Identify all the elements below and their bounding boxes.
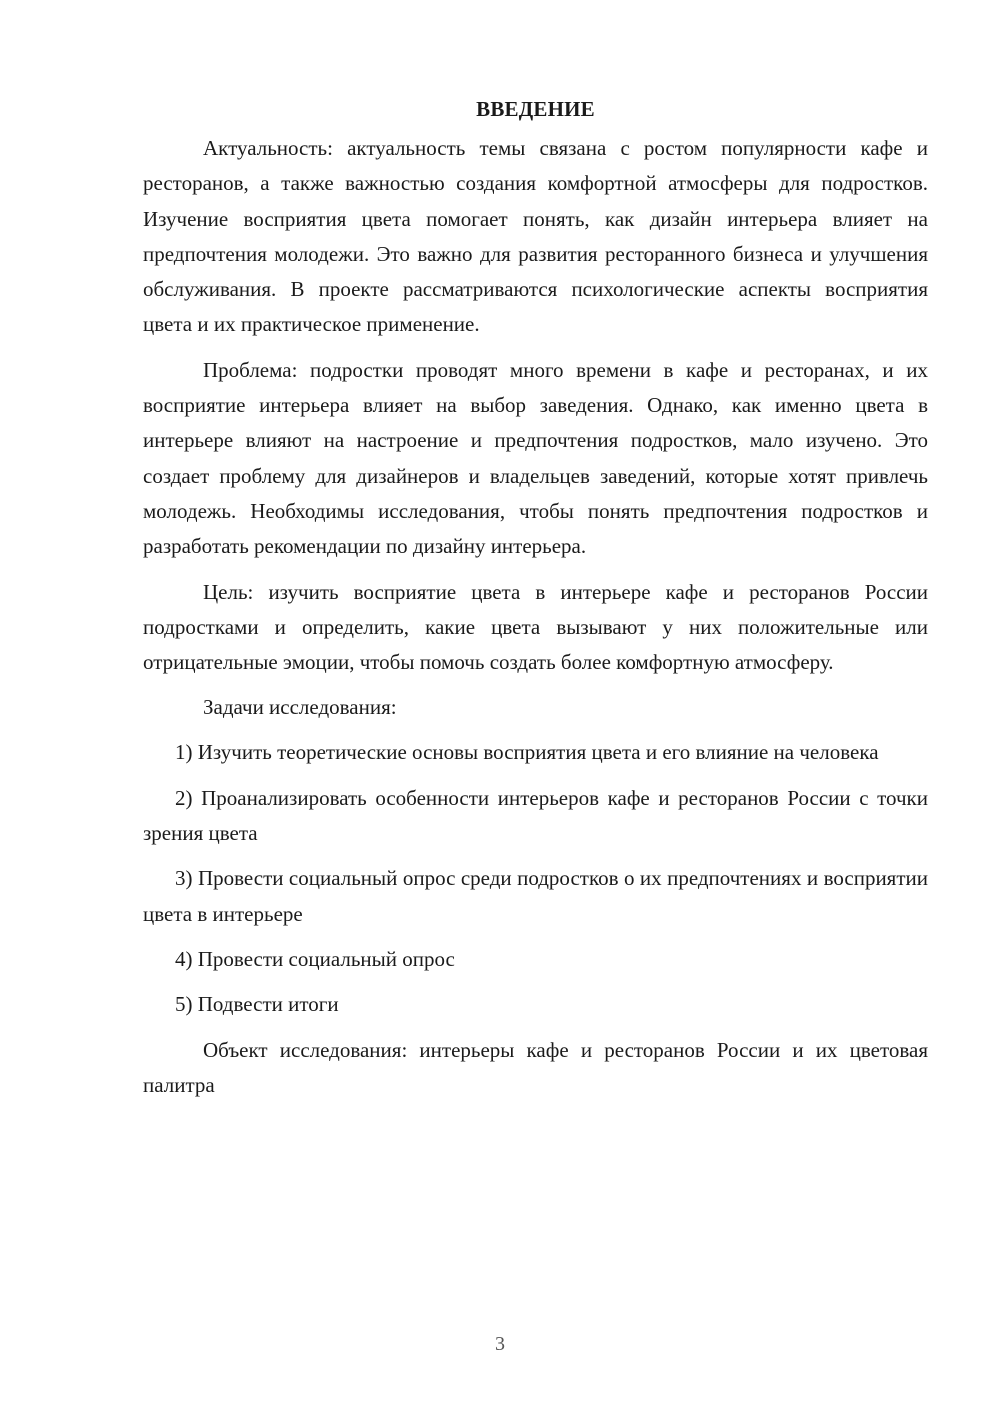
problem-paragraph: Проблема: подростки проводят много времени в кафе и ресторанах, и их восприятие интерьера влияет на выбор заведения. Однако, как именно цвета в интерьере влияют на настроение и предпочтения подростков, мало изучено. Это создает проблему для дизайнеров и владельцев заведений, которые хотят привлечь молодежь. Необходимы исследования, чтобы понять предпочтения подростков и разработать рекомендации по дизайну интерьера. [143,357,928,559]
task-item: 1) Изучить теоретические основы восприятия цвета и его влияние на человека [175,740,879,765]
goal-paragraph: Цель: изучить восприятие цвета в интерьере кафе и ресторанов России подростками и определить, какие цвета вызывают у них положительные или отрицательные эмоции, чтобы помочь создать более комфортную атмосферу. [143,579,928,675]
task-item: 3) Провести социальный опрос среди подростков о их предпочтениях и восприятии цвета в интерьере [143,866,928,926]
task-item: 2) Проанализировать особенности интерьеров кафе и ресторанов России с точки зрения цвета [143,785,928,846]
task-item: 5) Подвести итоги [175,992,339,1017]
tasks-heading: Задачи исследования: [203,695,397,720]
object-paragraph: Объект исследования: интерьеры кафе и ресторанов России и их цветовая палитра [143,1037,928,1097]
page-number: 3 [495,1333,505,1355]
document-page [143,92,928,1113]
section-title: ВВЕДЕНИЕ [476,97,595,121]
relevance-paragraph: Актуальность: актуальность темы связана с ростом популярности кафе и ресторанов, а также важностью создания комфортной атмосферы для подростков. Изучение восприятия цвета помогает понять, как дизайн интерьера влияет на предпочтения молодежи. Это важно для развития ресторанного бизнеса и улучшения обслуживания. В проекте рассматриваются психологические аспекты восприятия цвета и их практическое применение. [143,136,928,337]
task-item: 4) Провести социальный опрос [175,946,455,971]
